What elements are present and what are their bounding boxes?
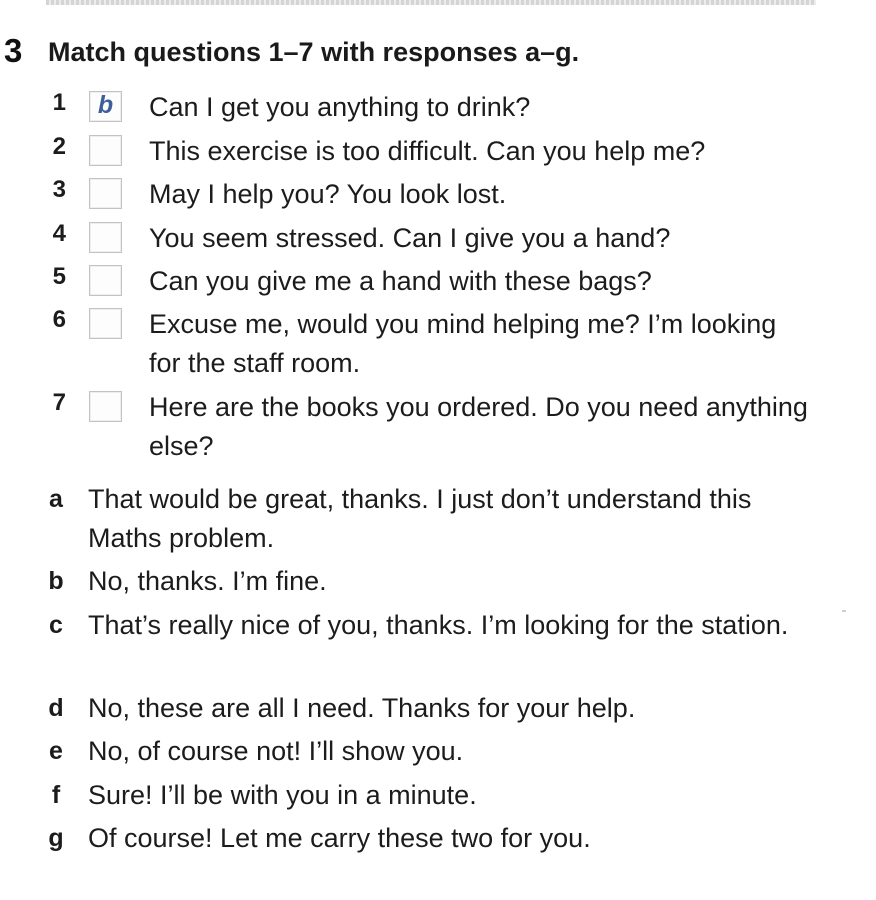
question-text: May I help you? You look lost. (149, 179, 507, 209)
scan-speck (842, 610, 846, 612)
answer-box-3[interactable] (89, 178, 122, 209)
response-text: No, of course not! I’ll show you. (88, 736, 464, 766)
response-text: That would be great, thanks. I just don’t understand this Maths problem. (88, 484, 752, 553)
question-text: Can you give me a hand with these bags? (149, 266, 652, 296)
question-text: Excuse me, would you mind helping me? I’m looking for the staff room. (149, 309, 777, 378)
question-text: Can I get you anything to drink? (149, 92, 531, 122)
response-letter: a (49, 485, 63, 513)
question-number: 7 (52, 389, 66, 416)
question-number: 5 (52, 263, 66, 290)
question-text: Here are the books you ordered. Do you need anything else? (149, 392, 808, 461)
response-letter: d (48, 694, 64, 722)
answer-box-1[interactable] (89, 91, 122, 122)
answer-letter: b (97, 91, 114, 119)
answer-box-7[interactable] (89, 391, 122, 422)
response-letter: b (48, 567, 64, 595)
response-letter: g (48, 824, 64, 852)
response-text: Sure! I’ll be with you in a minute. (88, 780, 477, 810)
question-number: 4 (52, 220, 66, 247)
question-text: You seem stressed. Can I give you a hand? (149, 223, 671, 253)
question-number: 1 (52, 89, 66, 116)
exercise-number: 3 (4, 32, 23, 69)
response-text: That’s really nice of you, thanks. I’m looking for the station. (88, 610, 789, 640)
answer-box-4[interactable] (89, 222, 122, 253)
response-letter: f (51, 781, 61, 809)
top-dotted-rule (46, 0, 816, 5)
question-text: This exercise is too difficult. Can you help me? (149, 136, 706, 166)
answer-box-6[interactable] (89, 308, 122, 339)
response-text: Of course! Let me carry these two for you. (88, 823, 591, 853)
answer-box-5[interactable] (89, 265, 122, 296)
response-text: No, these are all I need. Thanks for your help. (88, 693, 636, 723)
response-text: No, thanks. I’m fine. (88, 566, 327, 596)
response-letter: c (49, 611, 63, 639)
question-number: 3 (52, 176, 66, 203)
answer-box-2[interactable] (89, 135, 122, 166)
response-letter: e (49, 737, 63, 765)
question-number: 6 (52, 306, 66, 333)
exercise-instruction: Match questions 1–7 with responses a–g. (48, 37, 580, 67)
question-number: 2 (52, 133, 66, 160)
